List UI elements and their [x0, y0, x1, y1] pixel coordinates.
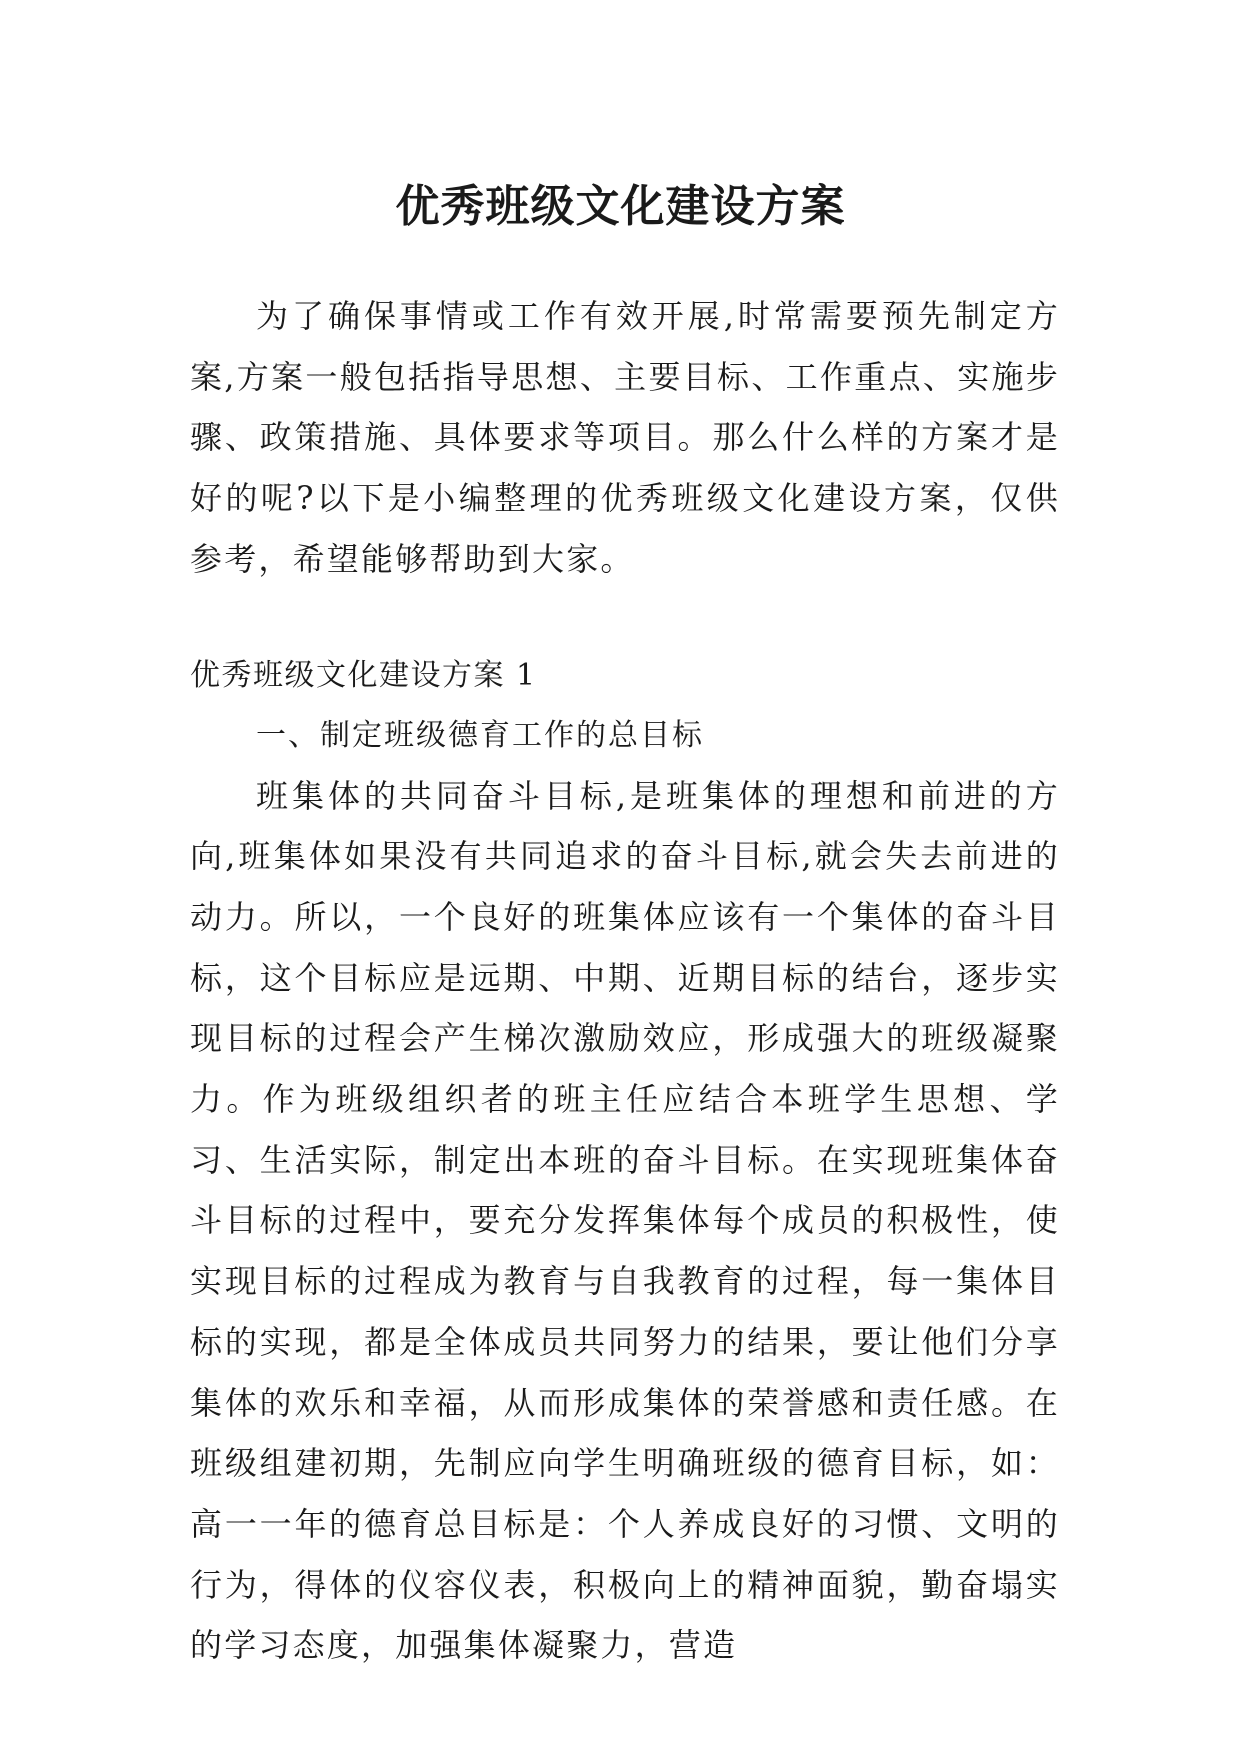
subsection-title: 一、制定班级德育工作的总目标	[256, 717, 704, 753]
body-paragraph: 班集体的共同奋斗目标,是班集体的理想和前进的方向,班集体如果没有共同追求的奋斗目标,就会失去前进的动力。所以，一个良好的班集体应该有一个集体的奋斗目标，这个目标应是远期、中期、近期目标的结台，逐步实现目标的过程会产生梯次激励效应，形成强大的班级凝聚力。作为班级组织者的班主任应结合本班学生思想、学习、生活实际，制定出本班的奋斗目标。在实现班集体奋斗目标的过程中，要充分发挥集体每个成员的积极性，使实现目标的过程成为教育与自我教育的过程，每一集体目标的实现，都是全体成员共同努力的结果，要让他们分享集体的欢乐和幸福，从而形成集体的荣誉感和责任感。在班级组建初期，先制应向学生明确班级的德育目标，如：高一一年的德育总目标是：个人养成良好的习惯、文明的行为，得体的仪容仪表，积极向上的精神面貌，勤奋塌实的学习态度，加强集体凝聚力，营造	[190, 776, 1060, 1665]
section-title: 优秀班级文化建设方案 1	[190, 657, 537, 693]
document-body	[190, 286, 1060, 1676]
document-title: 优秀班级文化建设方案	[395, 181, 846, 233]
intro-paragraph: 为了确保事情或工作有效开展,时常需要预先制定方案,方案一般包括指导思想、主要目标、工作重点、实施步骤、政策措施、具体要求等项目。那么什么样的方案才是好的呢?以下是小编整理的优秀班级文化建设方案，仅供参考，希望能够帮助到大家。	[190, 297, 1060, 578]
